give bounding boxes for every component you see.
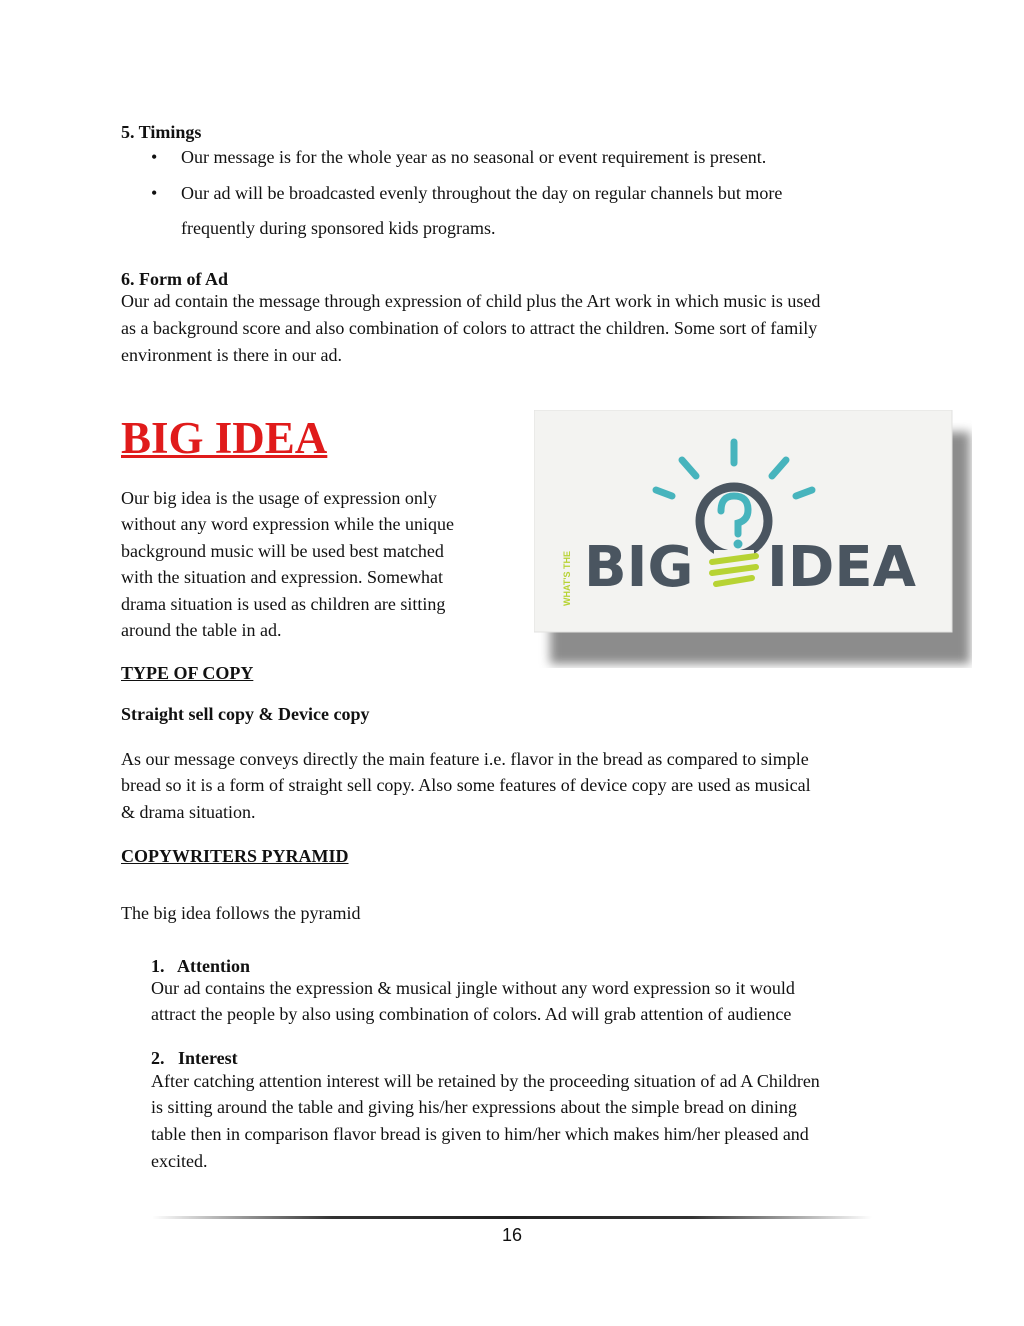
- pyramid-item-line: Our ad contains the expression & musical jingle without any word expression so it would: [151, 978, 795, 998]
- pyramid-intro: The big idea follows the pyramid: [121, 903, 361, 923]
- pyramid-heading: COPYWRITERS PYRAMID: [121, 846, 349, 866]
- logo-word-big: BIG: [584, 535, 694, 600]
- form-of-ad-line: Our ad contain the message through expression of child plus the Art work in which music is used: [121, 291, 821, 311]
- big-idea-line: drama situation is used as children are sitting: [121, 594, 446, 614]
- type-of-copy-subheading: Straight sell copy & Device copy: [121, 704, 370, 724]
- big-idea-logo-image: [534, 410, 972, 668]
- pyramid-item-title-attention: 1. Attention: [151, 956, 250, 976]
- type-of-copy-line: bread so it is a form of straight sell copy. Also some features of device copy are used as musical: [121, 775, 811, 795]
- type-of-copy-line: As our message conveys directly the main feature i.e. flavor in the bread as compared to simple: [121, 749, 809, 769]
- timings-bullet-2-continued: frequently during sponsored kids programs.: [181, 218, 496, 238]
- bullet-point: •: [151, 183, 158, 203]
- pyramid-item-line: table then in comparison flavor bread is given to him/her which makes him/her pleased and: [151, 1124, 809, 1144]
- bullet-point: •: [151, 147, 158, 167]
- timings-heading: 5. Timings: [121, 122, 202, 142]
- pyramid-item-title-interest: 2. Interest: [151, 1048, 238, 1068]
- big-idea-line: without any word expression while the unique: [121, 514, 454, 534]
- big-idea-heading: BIG IDEA: [121, 413, 328, 463]
- timings-bullet-1: Our message is for the whole year as no seasonal or event requirement is present.: [181, 147, 767, 167]
- pyramid-item-line: is sitting around the table and giving his/her expressions about the simple bread on dining: [151, 1097, 797, 1117]
- logo-word-idea: IDEA: [767, 535, 916, 600]
- form-of-ad-line: as a background score and also combination of colors to attract the children. Some sort of family: [121, 318, 818, 338]
- footer-divider: [152, 1216, 872, 1219]
- form-of-ad-line: environment is there in our ad.: [121, 345, 342, 365]
- pyramid-item-line: After catching attention interest will be retained by the proceeding situation of ad A Children: [151, 1071, 820, 1091]
- type-of-copy-heading: TYPE OF COPY: [121, 663, 254, 683]
- pyramid-item-line: attract the people by also using combination of colors. Ad will grab attention of audience: [151, 1004, 792, 1024]
- logo-side-text: WHAT'S THE: [562, 551, 572, 606]
- form-of-ad-heading: 6. Form of Ad: [121, 269, 228, 289]
- big-idea-line: with the situation and expression. Somewhat: [121, 567, 443, 587]
- big-idea-line: Our big idea is the usage of expression only: [121, 488, 437, 508]
- big-idea-line: around the table in ad.: [121, 620, 282, 640]
- timings-bullet-2: Our ad will be broadcasted evenly throughout the day on regular channels but more: [181, 183, 783, 203]
- big-idea-line: background music will be used best matched: [121, 541, 444, 561]
- page-number: 16: [501, 1225, 523, 1245]
- type-of-copy-line: & drama situation.: [121, 802, 256, 822]
- pyramid-item-line: excited.: [151, 1151, 208, 1171]
